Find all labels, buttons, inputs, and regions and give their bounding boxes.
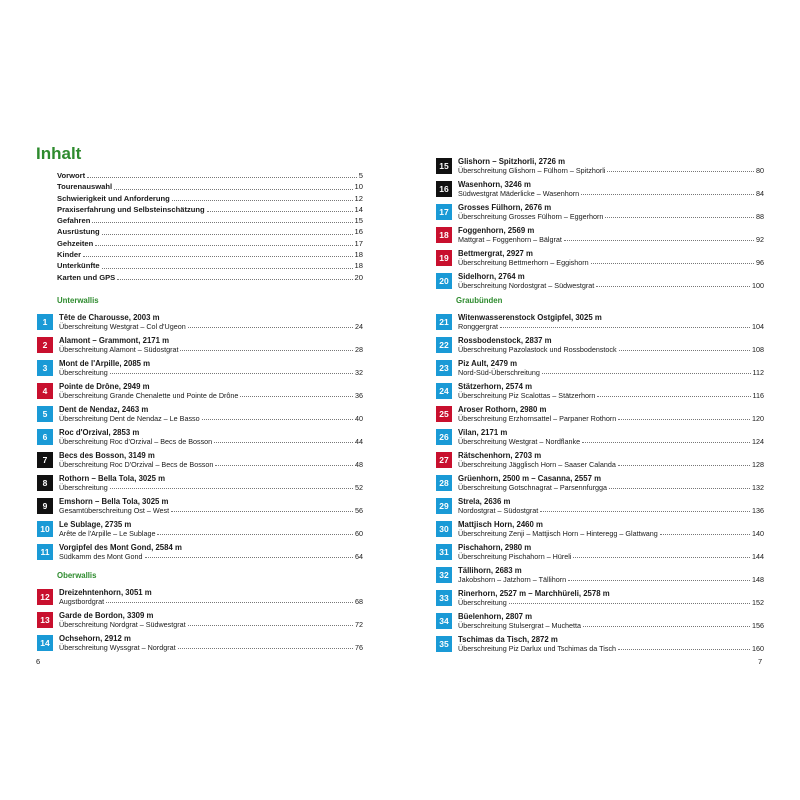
tour-number-badge: 9 xyxy=(37,498,53,514)
leader-dots xyxy=(542,373,751,374)
leader-dots xyxy=(87,177,357,178)
tour-name: Strela, 2636 m xyxy=(458,497,511,506)
tour-name: Foggenhorn, 2569 m xyxy=(458,226,535,235)
tour-route: Überschreitung Piz Darlux und Tschimas da Tisch xyxy=(458,644,617,654)
leader-dots xyxy=(596,286,750,287)
tour-number-badge: 33 xyxy=(436,590,452,606)
tour-route: Überschreitung Stulsergrat – Muchetta xyxy=(458,621,582,631)
tour-name: Becs des Bosson, 3149 m xyxy=(59,451,155,460)
tour-route: Überschreitung Zenji – Mattjisch Horn – Hinteregg – Glattwang xyxy=(458,529,658,539)
page-number: 108 xyxy=(752,345,764,355)
tour-entry[interactable] xyxy=(436,249,764,267)
tour-name: Rossbodenstock, 2837 m xyxy=(458,336,552,345)
tour-name: Rinerhorn, 2527 m – Marchhüreli, 2578 m xyxy=(458,589,610,598)
leader-dots xyxy=(215,465,353,466)
leader-dots xyxy=(172,200,353,201)
leader-dots xyxy=(83,256,352,257)
tour-route: Überschreitung Nordostgrat – Südwestgrat xyxy=(458,281,595,291)
tour-route: Überschreitung Bettmerhorn – Eggishorn xyxy=(458,258,589,268)
tour-route: Überschreitung xyxy=(59,483,108,493)
tour-entry[interactable] xyxy=(37,359,363,377)
leader-dots xyxy=(605,217,754,218)
page-number: 14 xyxy=(354,204,363,214)
tour-number-badge: 1 xyxy=(37,314,53,330)
tour-entry[interactable] xyxy=(37,543,363,561)
tour-entry[interactable] xyxy=(436,382,764,400)
tour-name: Witenwasserenstock Ostgipfel, 3025 m xyxy=(458,313,602,322)
page-number: 140 xyxy=(752,529,764,539)
leader-dots xyxy=(171,511,353,512)
tour-number-badge: 26 xyxy=(436,429,452,445)
leader-dots xyxy=(583,626,750,627)
toc-title: Inhalt xyxy=(36,144,82,163)
tour-route: Überschreitung Grande Chenalette und Pointe de Drône xyxy=(59,391,239,401)
front-matter-item[interactable] xyxy=(57,170,363,181)
page-number: 120 xyxy=(752,414,764,424)
tour-route: Überschreitung Alamont – Südostgrat xyxy=(59,345,179,355)
front-matter-item[interactable] xyxy=(57,226,363,237)
page-number: 48 xyxy=(355,460,363,470)
leader-dots xyxy=(607,171,754,172)
tour-number-badge: 6 xyxy=(37,429,53,445)
tour-entry[interactable] xyxy=(37,405,363,423)
tour-entry[interactable] xyxy=(37,382,363,400)
tour-name: Emshorn – Bella Tola, 3025 m xyxy=(59,497,169,506)
tour-name: Sidelhorn, 2764 m xyxy=(458,272,525,281)
leader-dots xyxy=(591,263,754,264)
tour-name: Glishorn – Spitzhorli, 2726 m xyxy=(458,157,566,166)
tour-entry[interactable] xyxy=(436,566,764,584)
tour-entry[interactable] xyxy=(37,611,363,629)
tour-route: Südkamm des Mont Gond xyxy=(59,552,143,562)
tour-name: Grüenhorn, 2500 m – Casanna, 2557 m xyxy=(458,474,602,483)
tour-entry[interactable] xyxy=(436,203,764,221)
page-number: 60 xyxy=(355,529,363,539)
front-matter-item[interactable] xyxy=(57,249,363,260)
leader-dots xyxy=(207,211,353,212)
tour-route: Überschreitung xyxy=(458,598,507,608)
tour-route: Südwestgrat Mäderlicke – Wasenhorn xyxy=(458,189,580,199)
page-number: 92 xyxy=(756,235,764,245)
tour-name: Pointe de Drône, 2949 m xyxy=(59,382,150,391)
page-number: 116 xyxy=(752,391,764,401)
leader-dots xyxy=(178,648,353,649)
tour-number-badge: 19 xyxy=(436,250,452,266)
tour-route: Überschreitung Nordgrat – Südwestgrat xyxy=(59,620,186,630)
leader-dots xyxy=(618,649,750,650)
tour-number-badge: 2 xyxy=(37,337,53,353)
tour-entry[interactable] xyxy=(436,428,764,446)
tour-name: Alamont – Grammont, 2171 m xyxy=(59,336,170,345)
tour-number-badge: 11 xyxy=(37,544,53,560)
tour-number-badge: 22 xyxy=(436,337,452,353)
leader-dots xyxy=(509,603,750,604)
leader-dots xyxy=(117,279,352,280)
tour-entry[interactable] xyxy=(37,313,363,331)
page-number: 44 xyxy=(355,437,363,447)
leader-dots xyxy=(114,189,352,190)
tour-entry[interactable] xyxy=(436,336,764,354)
page-number: 24 xyxy=(355,322,363,332)
tour-entry[interactable] xyxy=(436,635,764,653)
tour-number-badge: 35 xyxy=(436,636,452,652)
tour-number-badge: 34 xyxy=(436,613,452,629)
tour-number-badge: 20 xyxy=(436,273,452,289)
tour-route: Überschreitung Glishorn – Fülhorn – Spitzhorli xyxy=(458,166,606,176)
tour-number-badge: 15 xyxy=(436,158,452,174)
tour-number-badge: 17 xyxy=(436,204,452,220)
tour-number-badge: 28 xyxy=(436,475,452,491)
front-matter-label: Unterkünfte xyxy=(57,261,100,271)
tour-route: Überschreitung xyxy=(59,368,108,378)
front-matter-item[interactable] xyxy=(57,204,363,215)
tour-route: Überschreitung Dent de Nendaz – Le Basso xyxy=(59,414,200,424)
page-number: 56 xyxy=(355,506,363,516)
front-matter-item[interactable] xyxy=(57,272,363,283)
page-number: 64 xyxy=(355,552,363,562)
page-number: 96 xyxy=(756,258,764,268)
leader-dots xyxy=(110,373,353,374)
front-matter-label: Tourenauswahl xyxy=(57,182,113,192)
tour-route: Ronggergrat xyxy=(458,322,498,332)
tour-route: Überschreitung Westgrat – Col d'Ugeon xyxy=(59,322,186,332)
leader-dots xyxy=(102,268,353,269)
tour-number-badge: 32 xyxy=(436,567,452,583)
tour-name: Le Sublage, 2735 m xyxy=(59,520,132,529)
tour-number-badge: 23 xyxy=(436,360,452,376)
tour-entry[interactable] xyxy=(436,520,764,538)
tour-number-badge: 18 xyxy=(436,227,452,243)
tour-entry[interactable] xyxy=(436,451,764,469)
tour-number-badge: 24 xyxy=(436,383,452,399)
tour-number-badge: 8 xyxy=(37,475,53,491)
page-number: 36 xyxy=(355,391,363,401)
tour-number-badge: 4 xyxy=(37,383,53,399)
page-number: 40 xyxy=(355,414,363,424)
tour-route: Überschreitung Roc d'Orzival – Becs de Bosson xyxy=(59,437,213,447)
page-number: 12 xyxy=(354,193,363,203)
page-number: 15 xyxy=(354,216,363,226)
leader-dots xyxy=(110,488,353,489)
leader-dots xyxy=(618,419,750,420)
tour-name: Ochsehorn, 2912 m xyxy=(59,634,131,643)
leader-dots xyxy=(188,625,353,626)
page-number: 52 xyxy=(355,483,363,493)
page-number: 104 xyxy=(752,322,764,332)
tour-name: Dreizehntenhorn, 3051 m xyxy=(59,588,152,597)
front-matter-label: Gehzeiten xyxy=(57,238,94,248)
tour-route: Mattgrat – Foggenhorn – Bälgrat xyxy=(458,235,562,245)
page-number: 88 xyxy=(756,212,764,222)
page-folio-left: 6 xyxy=(36,657,41,666)
leader-dots xyxy=(609,488,750,489)
page-number: 28 xyxy=(355,345,363,355)
page-number: 16 xyxy=(354,227,363,237)
page-number: 148 xyxy=(752,575,764,585)
front-matter-label: Schwierigkeit und Anforderung xyxy=(57,193,170,203)
tour-number-badge: 30 xyxy=(436,521,452,537)
tour-name: Tschimas da Tisch, 2872 m xyxy=(458,635,558,644)
tour-entry[interactable] xyxy=(37,588,363,606)
tour-entry[interactable] xyxy=(37,428,363,446)
leader-dots xyxy=(157,534,353,535)
leader-dots xyxy=(660,534,750,535)
page-number: 32 xyxy=(355,368,363,378)
tour-entry[interactable] xyxy=(436,226,764,244)
leader-dots xyxy=(102,234,353,235)
leader-dots xyxy=(564,240,754,241)
tour-route: Überschreitung Wyssgrat – Nordgrat xyxy=(59,643,176,653)
tour-route: Überschreitung Westgrat – Nordflanke xyxy=(458,437,581,447)
front-matter-label: Kinder xyxy=(57,250,82,260)
tour-number-badge: 27 xyxy=(436,452,452,468)
tour-number-badge: 21 xyxy=(436,314,452,330)
page-number: 136 xyxy=(752,506,764,516)
leader-dots xyxy=(95,245,352,246)
front-matter-label: Vorwort xyxy=(57,171,86,180)
leader-dots xyxy=(540,511,750,512)
tour-name: Pischahorn, 2980 m xyxy=(458,543,532,552)
tour-route: Nord-Süd-Überschreitung xyxy=(458,368,540,378)
tour-number-badge: 13 xyxy=(37,612,53,628)
page-number: 80 xyxy=(756,166,764,176)
tour-entry[interactable] xyxy=(436,474,764,492)
tour-number-badge: 10 xyxy=(37,521,53,537)
tour-route: Gesamtüberschreitung Ost – West xyxy=(59,506,170,516)
page-number: 68 xyxy=(355,597,363,607)
front-matter-label: Praxiserfahrung und Selbsteinschätzung xyxy=(57,204,205,214)
page-number: 18 xyxy=(354,261,363,271)
front-matter-label: Karten und GPS xyxy=(57,272,116,282)
page-number: 100 xyxy=(752,281,764,291)
tour-name: Dent de Nendaz, 2463 m xyxy=(59,405,149,414)
tour-route: Überschreitung Pischahorn – Hüreli xyxy=(458,552,572,562)
page-number: 152 xyxy=(752,598,764,608)
tour-route: Nordostgrat – Südostgrat xyxy=(458,506,539,516)
page-number: 124 xyxy=(752,437,764,447)
tour-entry[interactable] xyxy=(436,313,764,331)
page-number: 132 xyxy=(752,483,764,493)
tour-entry[interactable] xyxy=(436,359,764,377)
tour-entry[interactable] xyxy=(436,543,764,561)
tour-route: Überschreitung Roc D'Orzival – Becs de Bosson xyxy=(59,460,214,470)
tour-name: Stätzerhorn, 2574 m xyxy=(458,382,533,391)
tour-route: Augstbordgrat xyxy=(59,597,105,607)
tour-number-badge: 7 xyxy=(37,452,53,468)
page-number: 160 xyxy=(752,644,764,654)
page-number: 20 xyxy=(354,272,363,282)
leader-dots xyxy=(573,557,750,558)
tour-entry[interactable] xyxy=(436,157,764,175)
page-number: 5 xyxy=(358,171,363,180)
front-matter-item[interactable] xyxy=(57,193,363,204)
page-number: 144 xyxy=(752,552,764,562)
tour-route: Arête de l'Arpille – Le Sublage xyxy=(59,529,156,539)
tour-number-badge: 25 xyxy=(436,406,452,422)
tour-entry[interactable] xyxy=(436,497,764,515)
tour-name: Aroser Rothorn, 2980 m xyxy=(458,405,547,414)
section-heading-oberwallis: Oberwallis xyxy=(57,571,97,580)
leader-dots xyxy=(202,419,353,420)
tour-name: Bettmergrat, 2927 m xyxy=(458,249,533,258)
page-number: 128 xyxy=(752,460,764,470)
tour-entry[interactable] xyxy=(436,180,764,198)
tour-name: Vilan, 2171 m xyxy=(458,428,508,437)
tour-name: Tête de Charousse, 2003 m xyxy=(59,313,160,322)
page-number: 72 xyxy=(355,620,363,630)
leader-dots xyxy=(619,350,750,351)
tour-name: Roc d'Orzival, 2853 m xyxy=(59,428,140,437)
page-number: 10 xyxy=(354,182,363,192)
page-number: 84 xyxy=(756,189,764,199)
tour-route: Überschreitung Jägglisch Horn – Saaser Calanda xyxy=(458,460,616,470)
front-matter-item[interactable] xyxy=(57,260,363,271)
leader-dots xyxy=(582,442,750,443)
leader-dots xyxy=(145,557,354,558)
page-number: 18 xyxy=(354,250,363,260)
tour-entry[interactable] xyxy=(436,405,764,423)
leader-dots xyxy=(618,465,750,466)
tour-name: Tällihorn, 2683 m xyxy=(458,566,522,575)
leader-dots xyxy=(180,350,353,351)
tour-number-badge: 5 xyxy=(37,406,53,422)
page-number: 76 xyxy=(355,643,363,653)
section-heading-graubuenden: Graubünden xyxy=(456,296,503,305)
tour-name: Wasenhorn, 3246 m xyxy=(458,180,531,189)
page-number: 112 xyxy=(752,368,764,378)
tour-entry[interactable] xyxy=(436,272,764,290)
tour-number-badge: 16 xyxy=(436,181,452,197)
tour-entry[interactable] xyxy=(37,451,363,469)
tour-entry[interactable] xyxy=(37,474,363,492)
leader-dots xyxy=(214,442,353,443)
tour-route: Überschreitung Gotschnagrat – Parsennfurgga xyxy=(458,483,608,493)
leader-dots xyxy=(581,194,754,195)
tour-route: Jakobshorn – Jatzhorn – Tällihorn xyxy=(458,575,567,585)
tour-name: Mattjisch Horn, 2460 m xyxy=(458,520,543,529)
tour-name: Grosses Fülhorn, 2676 m xyxy=(458,203,552,212)
front-matter-label: Ausrüstung xyxy=(57,227,100,237)
leader-dots xyxy=(92,222,352,223)
tour-name: Mont de l'Arpille, 2085 m xyxy=(59,359,151,368)
tour-name: Büelenhorn, 2807 m xyxy=(458,612,533,621)
tour-entry[interactable] xyxy=(37,634,363,652)
front-matter-item[interactable] xyxy=(57,238,363,249)
leader-dots xyxy=(597,396,750,397)
front-matter-list xyxy=(57,170,363,283)
tour-number-badge: 31 xyxy=(436,544,452,560)
tour-number-badge: 14 xyxy=(37,635,53,651)
page-number: 156 xyxy=(752,621,764,631)
tour-entry[interactable] xyxy=(37,520,363,538)
tour-number-badge: 3 xyxy=(37,360,53,376)
tour-entry[interactable] xyxy=(436,589,764,607)
tour-number-badge: 12 xyxy=(37,589,53,605)
leader-dots xyxy=(500,327,750,328)
tour-entry[interactable] xyxy=(37,336,363,354)
tour-name: Piz Ault, 2479 m xyxy=(458,359,518,368)
tour-name: Rätschenhorn, 2703 m xyxy=(458,451,542,460)
tour-name: Rothorn – Bella Tola, 3025 m xyxy=(59,474,166,483)
tour-route: Überschreitung Piz Scalottas – Stätzerhorn xyxy=(458,391,596,401)
tour-entry[interactable] xyxy=(436,612,764,630)
leader-dots xyxy=(240,396,353,397)
page-folio-right: 7 xyxy=(758,657,763,666)
leader-dots xyxy=(188,327,353,328)
tour-route: Überschreitung Erzhornsattel – Parpaner Rothorn xyxy=(458,414,617,424)
front-matter-item[interactable] xyxy=(57,181,363,192)
page-number: 17 xyxy=(354,238,363,248)
tour-route: Überschreitung Grosses Fülhorn – Eggerhorn xyxy=(458,212,604,222)
front-matter-item[interactable] xyxy=(57,215,363,226)
section-heading-unterwallis: Unterwallis xyxy=(57,296,99,305)
leader-dots xyxy=(568,580,750,581)
tour-name: Vorgipfel des Mont Gond, 2584 m xyxy=(59,543,182,552)
tour-entry[interactable] xyxy=(37,497,363,515)
front-matter-label: Gefahren xyxy=(57,216,91,226)
leader-dots xyxy=(106,602,353,603)
tour-name: Garde de Bordon, 3309 m xyxy=(59,611,154,620)
tour-number-badge: 29 xyxy=(436,498,452,514)
tour-route: Überschreitung Pazolastock und Rossbodenstock xyxy=(458,345,617,355)
